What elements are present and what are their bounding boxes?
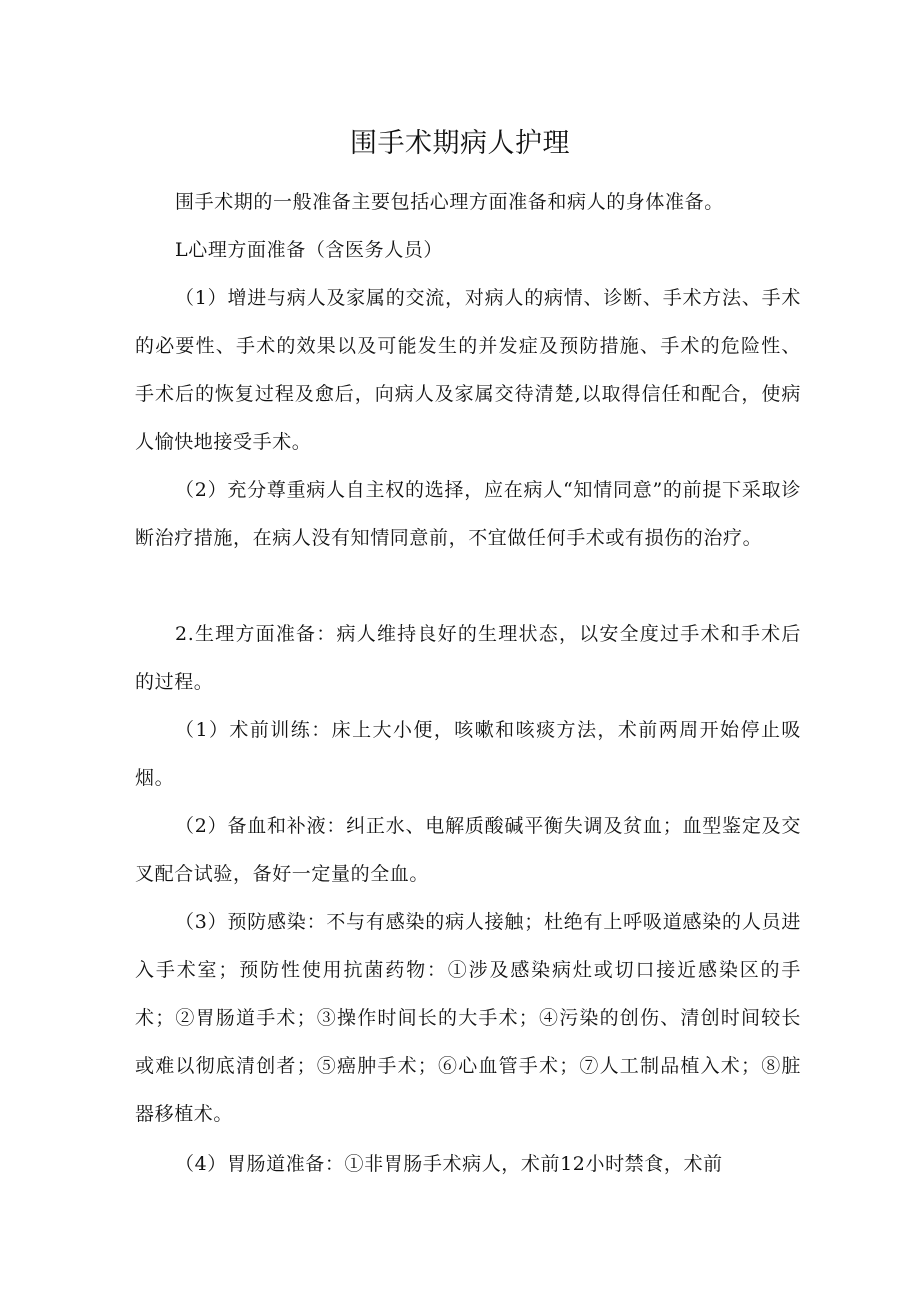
paragraph-psych-heading: L心理方面准备（含医务人员） [175,239,444,261]
paragraph-psych-2: （2）充分尊重病人自主权的选择，应在病人“知情同意”的前提下采取诊断治疗措施，在病人没有知情同意前，不宜做任何手术或有损伤的治疗。 [135,479,801,549]
paragraph-physio-2: （2）备血和补液：纠正水、电解质酸碱平衡失调及贫血；血型鉴定及交叉配合试验，备好一定量的全血。 [135,815,801,885]
paragraph-physio-heading: 2.生理方面准备：病人维持良好的生理状态，以安全度过手术和手术后的过程。 [135,623,801,693]
paragraph-physio-1: （1）术前训练：床上大小便，咳嗽和咳痰方法，术前两周开始停止吸烟。 [135,719,801,789]
paragraph-intro: 围手术期的一般准备主要包括心理方面准备和病人的身体准备。 [175,191,724,213]
paragraph-psych-1: （1）增进与病人及家属的交流，对病人的病情、诊断、手术方法、手术的必要性、手术的效果以及可能发生的并发症及预防措施、手术的危险性、手术后的恢复过程及愈后，向病人及家属交待清楚,以取得信任和配合，使病人愉快地接受手术。 [135,287,801,453]
paragraph-physio-4: （4）胃肠道准备：①非胃肠手术病人，术前12小时禁食，术前 [175,1153,723,1175]
document-title: 围手术期病人护理 [350,128,570,159]
paragraph-physio-3: （3）预防感染：不与有感染的病人接触；杜绝有上呼吸道感染的人员进入手术室；预防性使用抗菌药物：①涉及感染病灶或切口接近感染区的手术；②胃肠道手术；③操作时间长的大手术；④污染的创伤、清创时间较长或难以彻底清创者；⑤癌肿手术；⑥心血管手术；⑦人工制品植入术；⑧脏器移植术。 [135,911,801,1125]
